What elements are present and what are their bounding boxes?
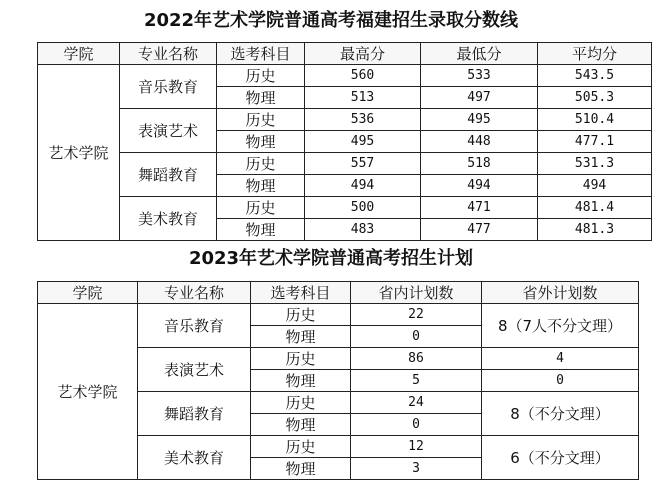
outside-plan-cell: 6（不分文理） [482, 436, 639, 480]
outside-plan-cell: 8（不分文理） [482, 392, 639, 436]
avg-score-cell: 531.3 [538, 153, 652, 175]
subject-cell: 历史 [251, 392, 351, 414]
header-min-score: 最低分 [421, 43, 538, 65]
max-score-cell: 500 [305, 197, 421, 219]
major-cell: 美术教育 [120, 197, 217, 241]
max-score-cell: 495 [305, 131, 421, 153]
avg-score-cell: 481.3 [538, 219, 652, 241]
header-subject: 选考科目 [251, 282, 351, 304]
avg-score-cell: 543.5 [538, 65, 652, 87]
table-row [38, 304, 639, 326]
college-cell: 艺术学院 [38, 304, 138, 480]
min-score-cell: 518 [421, 153, 538, 175]
college-cell: 艺术学院 [38, 65, 120, 241]
min-score-cell: 448 [421, 131, 538, 153]
subject-cell: 历史 [217, 109, 305, 131]
major-cell: 舞蹈教育 [138, 392, 251, 436]
subject-cell: 物理 [251, 414, 351, 436]
inside-plan-cell: 24 [351, 392, 482, 414]
outside-plan-cell: 0 [482, 370, 639, 392]
subject-cell: 物理 [251, 370, 351, 392]
inside-plan-cell: 22 [351, 304, 482, 326]
header-college: 学院 [38, 43, 120, 65]
header-college: 学院 [38, 282, 138, 304]
inside-plan-cell: 12 [351, 436, 482, 458]
table-header-row [38, 282, 639, 304]
major-cell: 美术教育 [138, 436, 251, 480]
inside-plan-cell: 0 [351, 414, 482, 436]
table-row [38, 65, 652, 87]
table-row [38, 197, 652, 219]
outside-plan-cell: 4 [482, 348, 639, 370]
header-outside-plan: 省外计划数 [482, 282, 639, 304]
major-cell: 表演艺术 [138, 348, 251, 392]
subject-cell: 物理 [217, 175, 305, 197]
min-score-cell: 471 [421, 197, 538, 219]
subject-cell: 物理 [251, 326, 351, 348]
table-row [38, 109, 652, 131]
major-cell: 表演艺术 [120, 109, 217, 153]
max-score-cell: 560 [305, 65, 421, 87]
subject-cell: 物理 [217, 219, 305, 241]
admission-scores-table [37, 42, 652, 241]
subject-cell: 历史 [251, 348, 351, 370]
header-avg-score: 平均分 [538, 43, 652, 65]
subject-cell: 物理 [217, 131, 305, 153]
min-score-cell: 477 [421, 219, 538, 241]
subject-cell: 历史 [217, 197, 305, 219]
max-score-cell: 494 [305, 175, 421, 197]
header-subject: 选考科目 [217, 43, 305, 65]
subject-cell: 历史 [251, 436, 351, 458]
inside-plan-cell: 5 [351, 370, 482, 392]
outside-plan-cell: 8（7人不分文理） [482, 304, 639, 348]
avg-score-cell: 505.3 [538, 87, 652, 109]
header-inside-plan: 省内计划数 [351, 282, 482, 304]
inside-plan-cell: 86 [351, 348, 482, 370]
subject-cell: 历史 [217, 65, 305, 87]
major-cell: 音乐教育 [138, 304, 251, 348]
table2-title: 2023年艺术学院普通高考招生计划 [188, 248, 474, 269]
min-score-cell: 495 [421, 109, 538, 131]
subject-cell: 历史 [217, 153, 305, 175]
major-cell: 音乐教育 [120, 65, 217, 109]
major-cell: 舞蹈教育 [120, 153, 217, 197]
avg-score-cell: 494 [538, 175, 652, 197]
max-score-cell: 557 [305, 153, 421, 175]
subject-cell: 物理 [251, 458, 351, 480]
header-major: 专业名称 [138, 282, 251, 304]
max-score-cell: 483 [305, 219, 421, 241]
table-row [38, 153, 652, 175]
min-score-cell: 497 [421, 87, 538, 109]
header-max-score: 最高分 [305, 43, 421, 65]
inside-plan-cell: 0 [351, 326, 482, 348]
enrollment-plan-table [37, 281, 639, 480]
subject-cell: 历史 [251, 304, 351, 326]
min-score-cell: 533 [421, 65, 538, 87]
avg-score-cell: 477.1 [538, 131, 652, 153]
min-score-cell: 494 [421, 175, 538, 197]
table1-title: 2022年艺术学院普通高考福建招生录取分数线 [143, 10, 519, 31]
subject-cell: 物理 [217, 87, 305, 109]
avg-score-cell: 481.4 [538, 197, 652, 219]
header-major: 专业名称 [120, 43, 217, 65]
inside-plan-cell: 3 [351, 458, 482, 480]
table-header-row [38, 43, 652, 65]
max-score-cell: 513 [305, 87, 421, 109]
avg-score-cell: 510.4 [538, 109, 652, 131]
max-score-cell: 536 [305, 109, 421, 131]
